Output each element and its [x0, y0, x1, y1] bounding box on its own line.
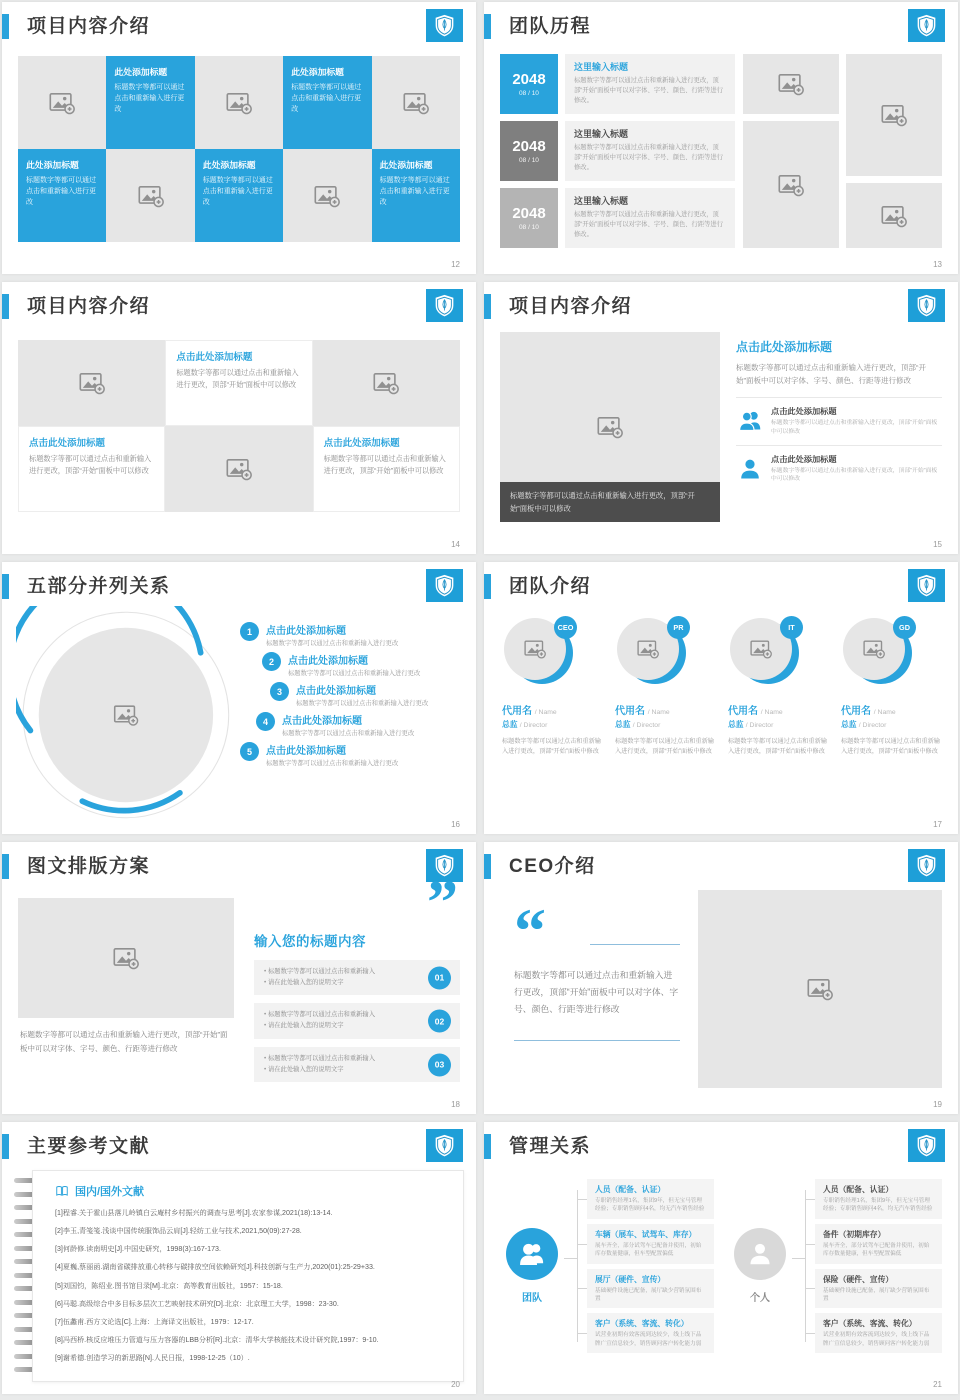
avatar	[504, 618, 574, 688]
page-number: 18	[451, 1100, 460, 1109]
member-name: 代用名 / Name	[615, 706, 670, 717]
item-number: 2	[262, 652, 281, 671]
book-icon	[55, 1184, 69, 1198]
users-icon	[519, 1241, 545, 1267]
relation-item	[815, 1224, 942, 1264]
title-accent-bar	[2, 854, 9, 879]
relation-item	[587, 1313, 714, 1353]
personal-tree	[728, 1174, 942, 1358]
timeline-title: 这里输入标题	[574, 129, 629, 139]
slide-18-thumbnail[interactable]	[2, 842, 476, 1114]
org-relations-layout	[500, 1174, 942, 1358]
image-placeholder	[18, 56, 106, 149]
card-title: 点击此处添加标题	[176, 352, 253, 363]
users-icon	[738, 409, 762, 433]
timeline-card	[565, 54, 735, 114]
tile-title: 此处添加标题	[26, 160, 79, 170]
slide-header	[2, 842, 476, 884]
reference-item: [1]程睿.关于霍山县落儿岭镇白云庵村乡村振兴的调查与思考[J].农家参谋,2021(18):13-14.	[55, 1209, 333, 1217]
date: 08 / 10	[519, 224, 539, 231]
tile-title: 此处添加标题	[114, 67, 168, 77]
member-role: 总监 / Director	[615, 720, 661, 729]
role-badge: IT	[780, 616, 803, 639]
heading-text: 国内/国外文献	[75, 1186, 145, 1198]
reference-list	[55, 1208, 441, 1364]
tile-body: 标题数字等都可以通过点击和重新输入进行更改	[114, 84, 185, 114]
numbered-list	[240, 606, 462, 824]
section-heading: 点击此处添加标题	[736, 340, 833, 354]
feature-item	[736, 445, 942, 492]
timeline-card	[565, 121, 735, 181]
shield-logo-icon	[908, 289, 945, 322]
member-body: 标题数字等都可以通过点击和重新输入进行更改，顶部“开始”面板中修改	[728, 738, 827, 756]
item-title: 保险（硬件、宣传）	[823, 1274, 894, 1284]
item-body: 标题数字等都可以通过点击和重新输入进行更改	[282, 730, 415, 737]
item-body: 基础硬件设施已配备，展厅缺少营销氛围布置	[823, 1287, 930, 1302]
slide-title: 管理关系	[509, 1136, 592, 1157]
year-block	[500, 121, 558, 181]
item-number: 3	[270, 682, 289, 701]
avatar	[617, 618, 687, 688]
image-text-layout	[500, 332, 942, 522]
item-title: 点击此处添加标题	[288, 656, 368, 667]
image-placeholder	[313, 340, 460, 426]
circle-diagram	[16, 606, 240, 824]
relation-item	[587, 1269, 714, 1309]
card-body: 标题数字等都可以通过点击和重新输入进行更改，顶部“开始”面板中可以修改	[29, 454, 152, 475]
tile-title: 此处添加标题	[379, 160, 433, 170]
tile-body: 标题数字等都可以通过点击和重新输入进行更改	[26, 177, 96, 207]
title-accent-bar	[484, 1134, 491, 1159]
reference-item: [3]何龄修.读南明史[J].中国史研究，1998(3):167-173.	[55, 1245, 221, 1254]
bullet: • 请在此处输入您的说明文字	[264, 978, 418, 989]
tile-body: 标题数字等都可以通过点击和重新输入进行更改	[379, 177, 450, 207]
bullet: • 标题数字等都可以通过点击和重新输入	[264, 1010, 418, 1021]
image-placeholder	[846, 183, 942, 248]
item-body: 基础硬件设施已配备，展厅缺少营销氛围布置	[595, 1287, 702, 1302]
slide-header	[484, 282, 958, 324]
image-placeholder	[372, 56, 460, 149]
image-caption: 标题数字等都可以通过点击和重新输入进行更改，顶部“开始”面板中可以对字体、字号、颜色、行距等进行修改	[20, 1030, 228, 1053]
featured-image	[500, 332, 720, 522]
page-number: 13	[933, 260, 942, 269]
image-placeholder	[18, 340, 165, 426]
relation-item	[587, 1179, 714, 1219]
card-title: 点击此处添加标题	[29, 438, 106, 449]
text-card	[313, 426, 460, 512]
title-accent-bar	[2, 14, 9, 39]
slide-title: 项目内容介绍	[27, 296, 151, 317]
team-items	[577, 1174, 714, 1358]
image-placeholder	[18, 898, 234, 1018]
timeline-row	[500, 188, 735, 248]
user-icon	[747, 1241, 773, 1267]
item-body: 标题数字等都可以通过点击和重新输入进行更改	[288, 670, 421, 677]
date: 08 / 10	[519, 90, 539, 97]
slide-title: 团队介绍	[509, 576, 592, 597]
card-title: 点击此处添加标题	[323, 438, 400, 449]
item-title: 车辆（展车、试驾车、库存）	[595, 1229, 697, 1239]
team-node	[500, 1228, 564, 1304]
image-placeholder-icon	[750, 638, 772, 660]
image-placeholder	[106, 149, 194, 242]
section-heading: 输入您的标题内容	[254, 934, 366, 949]
team-circle	[506, 1228, 558, 1280]
text-tile	[372, 149, 460, 242]
quote-body: 标题数字等都可以通过点击和重新输入进行更改，顶部“开始”面板中可以对字体、字号、颜色、行距等进行修改	[514, 969, 679, 1014]
item-body: 标题数字等都可以通过点击和重新输入进行更改，顶部“开始”面板中可以修改	[771, 467, 938, 483]
timeline-body: 标题数字等都可以通过点击和重新输入进行更改，顶部“开始”面板中可以对字体、字号、颜色、行距等进行修改。	[574, 144, 724, 171]
item-title: 客户（系统、客流、转化）	[823, 1319, 917, 1329]
page-number: 19	[933, 1100, 942, 1109]
timeline-title: 这里输入标题	[574, 62, 629, 72]
image-placeholder	[165, 426, 312, 512]
list-item	[262, 652, 462, 677]
reference-item: [9]谢希德.创造学习的新思路[N].人民日报，1998-12-25（10）.	[55, 1354, 250, 1363]
title-accent-bar	[484, 854, 491, 879]
slide-header	[484, 1122, 958, 1164]
references-layout	[14, 1170, 464, 1382]
slide-14-thumbnail[interactable]	[2, 282, 476, 554]
circle-diagram-layout	[16, 606, 462, 824]
user-icon	[738, 457, 762, 481]
personal-circle	[734, 1228, 786, 1280]
page-number: 17	[933, 820, 942, 829]
date: 08 / 10	[519, 157, 539, 164]
slide-title: 项目内容介绍	[27, 16, 151, 37]
image-placeholder	[846, 54, 942, 176]
image-placeholder	[743, 54, 839, 114]
list-item	[270, 682, 462, 707]
item-title: 人员（配备、认证）	[595, 1185, 666, 1194]
page-number: 20	[451, 1380, 460, 1389]
item-title: 客户（系统、客流、转化）	[595, 1319, 689, 1329]
page-number: 16	[451, 820, 460, 829]
shield-logo-icon	[426, 9, 463, 42]
item-title: 点击此处添加标题	[771, 407, 837, 417]
divider-line	[590, 944, 680, 945]
role-badge: CEO	[554, 616, 577, 639]
member-name: 代用名 / Name	[728, 706, 783, 717]
slide-header	[484, 562, 958, 604]
timeline-card	[565, 188, 735, 248]
bullet: • 标题数字等都可以通过点击和重新输入	[264, 967, 418, 978]
card-body: 标题数字等都可以通过点击和重新输入进行更改，顶部“开始”面板中可以修改	[323, 454, 446, 475]
text-card	[165, 340, 312, 426]
item-title: 人员（配备、认证）	[823, 1185, 894, 1194]
item-number: 02	[428, 1010, 451, 1033]
team-member	[728, 618, 827, 757]
tile-title: 此处添加标题	[291, 67, 344, 77]
opening-quote-icon: “	[514, 895, 546, 966]
reference-item: [8]冯西桥.核反应堆压力管道与压力容器的LBB分析[R].北京：清华大学核能技术设计研究院,1997：9-10.	[55, 1335, 379, 1344]
item-title: 点击此处添加标题	[266, 626, 346, 637]
member-body: 标题数字等都可以通过点击和重新输入进行更改，顶部“开始”面板中修改	[841, 738, 940, 756]
role-badge: PR	[667, 616, 690, 639]
year-block	[500, 54, 558, 114]
relation-item	[815, 1269, 942, 1309]
relation-item	[815, 1313, 942, 1353]
avatar	[730, 618, 800, 688]
slide-header	[2, 562, 476, 604]
image-column	[18, 898, 234, 1090]
text-column	[736, 332, 942, 522]
tile-grid	[18, 340, 460, 512]
list-item	[256, 712, 462, 737]
member-role: 总监 / Director	[502, 720, 548, 729]
item-body: 标题数字等都可以通过点击和重新输入进行更改	[296, 700, 429, 707]
member-name: 代用名 / Name	[841, 706, 896, 717]
item-title: 点击此处添加标题	[296, 686, 376, 697]
shield-logo-icon	[426, 569, 463, 602]
text-tile	[195, 149, 283, 242]
team-tree	[500, 1174, 714, 1358]
timeline-body: 标题数字等都可以通过点击和重新输入进行更改，顶部“开始”面板中可以对字体、字号、颜色、行距等进行修改。	[574, 77, 724, 104]
shield-logo-icon	[908, 9, 945, 42]
text-column	[254, 869, 460, 1090]
title-accent-bar	[484, 574, 491, 599]
item-body: 标题数字等都可以通过点击和重新输入进行更改	[266, 760, 399, 767]
image-placeholder	[743, 121, 839, 248]
text-tile	[18, 149, 106, 242]
item-number: 4	[256, 712, 275, 731]
shield-logo-icon	[426, 1129, 463, 1162]
team-member	[841, 618, 940, 757]
tile-body: 标题数字等都可以通过点击和重新输入进行更改	[291, 84, 362, 114]
item-body: 专职销售经理1名，集团9年，但无宝马管理经验；专职销售顾问4名，均无汽车销售经验	[823, 1198, 933, 1213]
item-title: 点击此处添加标题	[771, 454, 837, 464]
team-member	[615, 618, 714, 757]
shield-logo-icon	[908, 569, 945, 602]
timeline-list	[500, 54, 735, 248]
text-tile	[283, 56, 371, 149]
item-number: 1	[240, 622, 259, 641]
relation-item	[587, 1224, 714, 1264]
title-accent-bar	[484, 14, 491, 39]
role-badge: GD	[893, 616, 916, 639]
references-heading	[55, 1183, 441, 1199]
item-body: 展车齐全，部分试驾车已配备并使用，初始库存数量健康，但车型配置偏低	[823, 1242, 930, 1258]
timeline-body: 标题数字等都可以通过点击和重新输入进行更改，顶部“开始”面板中可以对字体、字号、颜色、行距等进行修改。	[574, 211, 724, 238]
bullet: • 请在此处输入您的说明文字	[264, 1065, 418, 1076]
title-accent-bar	[484, 294, 491, 319]
shield-logo-icon	[908, 849, 945, 882]
slide-13-thumbnail[interactable]	[484, 2, 958, 274]
tile-grid	[18, 56, 460, 242]
image-placeholder	[698, 890, 942, 1088]
shield-logo-icon	[426, 289, 463, 322]
image-text-layout	[18, 869, 460, 1090]
quote-image-layout	[500, 890, 942, 1088]
item-body: 试营业初期有效客流到达较少，线上线下品牌广宣信息较少，销售顾问客户转化能力弱	[595, 1332, 702, 1347]
list-bar	[254, 1003, 460, 1038]
slide-header	[484, 842, 958, 884]
shield-logo-icon	[908, 1129, 945, 1162]
list-item	[240, 742, 462, 767]
item-title: 点击此处添加标题	[282, 716, 362, 727]
team-label: 团队	[522, 1293, 542, 1305]
slide-17-thumbnail[interactable]	[484, 562, 958, 834]
slide-header	[484, 2, 958, 44]
item-body: 专职销售经理1名，集团9年，但无宝马管理经验；专职销售顾问4名，均无汽车销售经验	[595, 1198, 705, 1213]
title-accent-bar	[2, 294, 9, 319]
slide-title: 五部分并列关系	[27, 576, 171, 597]
timeline-title: 这里输入标题	[574, 196, 629, 206]
slide-title: CEO介绍	[509, 856, 596, 877]
image-placeholder-icon	[637, 638, 659, 660]
item-number: 03	[428, 1053, 451, 1076]
item-title: 展厅（硬件、宣传）	[595, 1274, 666, 1284]
reference-item: [6]马聪.高级综合中多目标多层次工艺映射技术研究[D].北京：北京理工大学，1998：23-30.	[55, 1299, 339, 1308]
personal-node	[728, 1228, 792, 1304]
item-body: 展车齐全，部分试驾车已配备并使用，初始库存数量健康，但车型配置偏低	[595, 1242, 702, 1258]
slide-21-thumbnail[interactable]	[484, 1122, 958, 1394]
slide-19-thumbnail[interactable]	[484, 842, 958, 1114]
member-role: 总监 / Director	[728, 720, 774, 729]
page-number: 12	[451, 260, 460, 269]
item-body: 试营业初期有效客流到达较少，线上线下品牌广宣信息较少，销售顾问客户转化能力弱	[823, 1332, 930, 1347]
member-body: 标题数字等都可以通过点击和重新输入进行更改，顶部“开始”面板中修改	[502, 738, 601, 756]
timeline-row	[500, 54, 735, 114]
personal-items	[805, 1174, 942, 1358]
year-block	[500, 188, 558, 248]
slide-title: 图文排版方案	[27, 856, 151, 877]
section-body: 标题数字等都可以通过点击和重新输入进行更改，顶部“开始”面板中可以对字体、字号、颜色、行距等进行修改	[736, 363, 926, 386]
personal-label: 个人	[750, 1293, 770, 1305]
slide-title: 主要参考文献	[27, 1136, 151, 1157]
item-title: 点击此处添加标题	[266, 746, 346, 757]
reference-item: [4]夏巍,蔡丽函.湖南省碳排放重心转移与碳排放空间依赖研究[J].科技创新与生产力,2020(01):25-29+33.	[55, 1263, 375, 1272]
slide-title: 项目内容介绍	[509, 296, 633, 317]
year: 2048	[512, 205, 546, 222]
text-card	[18, 426, 165, 512]
avatar	[843, 618, 913, 688]
relation-item	[815, 1179, 942, 1219]
divider-line	[514, 1040, 680, 1041]
item-body: 标题数字等都可以通过点击和重新输入进行更改，顶部“开始”面板中可以修改	[771, 420, 938, 435]
item-body: 标题数字等都可以通过点击和重新输入进行更改	[266, 640, 399, 647]
item-title: 备件（初期库存）	[823, 1229, 886, 1239]
list-bar	[254, 1047, 460, 1082]
list-bar	[254, 960, 460, 995]
item-number: 5	[240, 742, 259, 761]
team-grid	[502, 618, 940, 757]
slide-12-thumbnail[interactable]	[2, 2, 476, 274]
team-member	[502, 618, 601, 757]
slide-header	[2, 2, 476, 44]
member-role: 总监 / Director	[841, 720, 887, 729]
timeline-row	[500, 121, 735, 181]
image-caption: 标题数字等都可以通过点击和重新输入进行更改，顶部“开始”面板中可以修改	[500, 482, 720, 522]
title-accent-bar	[2, 1134, 9, 1159]
item-number: 01	[428, 966, 451, 989]
image-collage	[743, 54, 942, 248]
references-card	[32, 1170, 464, 1382]
member-name: 代用名 / Name	[502, 706, 557, 717]
list-item	[240, 622, 462, 647]
slide-title: 团队历程	[509, 16, 592, 37]
member-body: 标题数字等都可以通过点击和重新输入进行更改，顶部“开始”面板中修改	[615, 738, 714, 756]
feature-item	[736, 397, 942, 444]
reference-item: [5]刘国钧，陈绍业.图书馆目录[M].北京：高等教育出版社，1957：15-18.	[55, 1281, 283, 1290]
slide-16-thumbnail[interactable]	[2, 562, 476, 834]
quote-column	[500, 890, 684, 1088]
image-placeholder-icon	[524, 638, 546, 660]
tile-body: 标题数字等都可以通过点击和重新输入进行更改	[202, 177, 273, 207]
text-tile	[106, 56, 194, 149]
title-accent-bar	[2, 574, 9, 599]
slide-20-thumbnail[interactable]	[2, 1122, 476, 1394]
timeline-layout	[500, 54, 942, 248]
closing-quote-icon: ”	[427, 869, 458, 937]
tile-title: 此处添加标题	[202, 160, 256, 170]
bullet: • 请在此处输入您的说明文字	[264, 1021, 418, 1032]
slide-15-thumbnail[interactable]	[484, 282, 958, 554]
reference-item: [7]伍蠡甫.西方文论选[C].上海：上海译文出版社，1979：12-17.	[55, 1317, 254, 1326]
image-placeholder-icon	[863, 638, 885, 660]
year: 2048	[512, 138, 546, 155]
slide-header	[2, 1122, 476, 1164]
image-placeholder	[283, 149, 371, 242]
page-number: 15	[933, 540, 942, 549]
page-number: 21	[933, 1380, 942, 1389]
reference-item: [2]李玉,青笺笺.浅谈中国传统服饰品云肩[J].轻纺工业与技术,2021,50(09):27-28.	[55, 1227, 302, 1236]
bullet: • 标题数字等都可以通过点击和重新输入	[264, 1054, 418, 1065]
slide-header	[2, 282, 476, 324]
image-placeholder	[195, 56, 283, 149]
card-body: 标题数字等都可以通过点击和重新输入进行更改，顶部“开始”面板中可以修改	[176, 368, 299, 389]
year: 2048	[512, 71, 546, 88]
page-number: 14	[451, 540, 460, 549]
